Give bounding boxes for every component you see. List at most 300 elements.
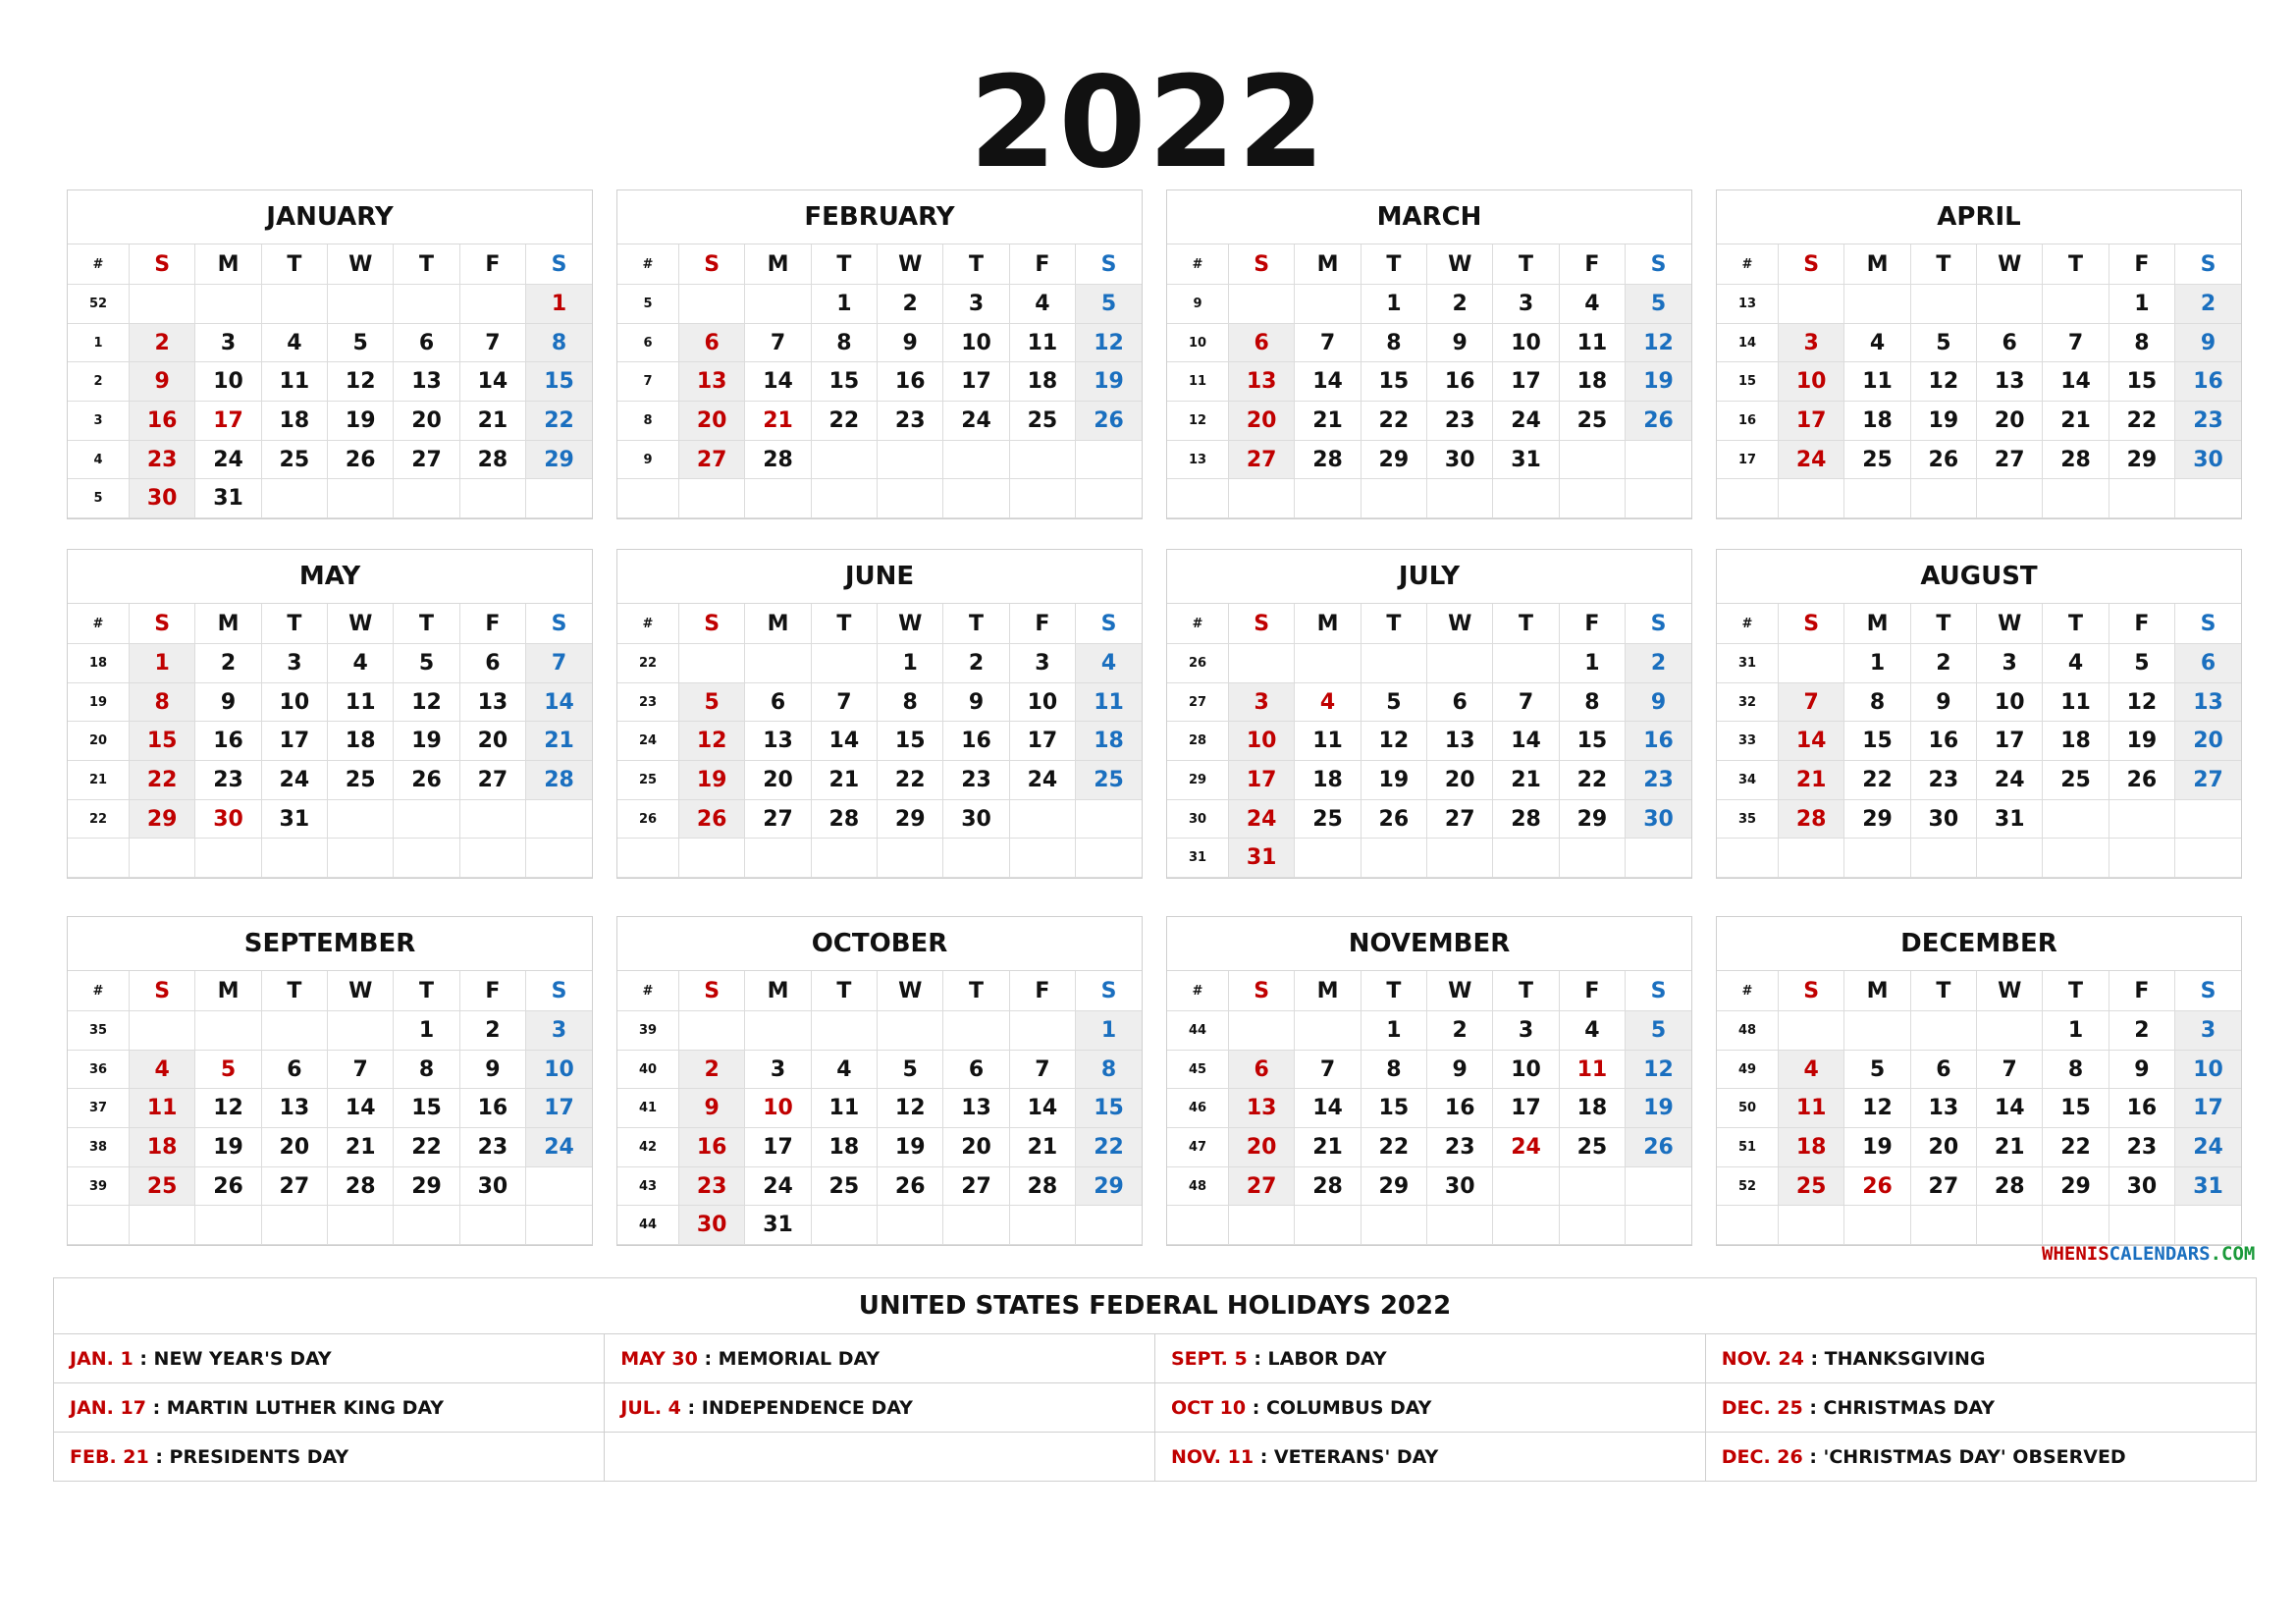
- month-days-table: [1167, 244, 1691, 518]
- week-row: [617, 323, 1142, 362]
- week-number: [68, 839, 130, 878]
- week-number: 19: [68, 682, 130, 722]
- week-number: 8: [617, 402, 679, 441]
- day-cell: 27: [1910, 1166, 1976, 1206]
- day-cell: 22: [526, 402, 592, 441]
- day-cell: 27: [261, 1166, 327, 1206]
- week-row: [1717, 799, 2241, 839]
- month-name: JANUARY: [68, 190, 592, 244]
- empty-day-cell: [130, 839, 195, 878]
- day-cell: 27: [394, 440, 459, 479]
- day-cell: 10: [1009, 682, 1075, 722]
- day-cell: 13: [2175, 682, 2241, 722]
- day-cell: 19: [679, 761, 745, 800]
- weekday-header: S: [1626, 244, 1691, 285]
- day-cell: 16: [2175, 362, 2241, 402]
- empty-day-cell: [1229, 479, 1295, 518]
- week-number: 52: [68, 285, 130, 324]
- week-row: [1717, 839, 2241, 878]
- weekday-header: M: [745, 971, 811, 1011]
- empty-day-cell: [394, 839, 459, 878]
- week-row: [617, 440, 1142, 479]
- week-number: 28: [1167, 722, 1229, 761]
- holiday-name: : NEW YEAR'S DAY: [133, 1347, 332, 1370]
- day-cell: 17: [1493, 1089, 1559, 1128]
- weekday-header: S: [526, 604, 592, 644]
- empty-day-cell: [943, 479, 1009, 518]
- empty-day-cell: [1076, 440, 1142, 479]
- weekday-header: S: [1626, 971, 1691, 1011]
- day-cell: 23: [459, 1128, 525, 1167]
- day-cell: 17: [195, 402, 261, 441]
- empty-day-cell: [811, 644, 877, 683]
- day-cell: 6: [394, 323, 459, 362]
- day-cell: 24: [745, 1166, 811, 1206]
- day-cell: 26: [1076, 402, 1142, 441]
- day-cell: 5: [1076, 285, 1142, 324]
- weekday-header: M: [195, 604, 261, 644]
- empty-day-cell: [261, 839, 327, 878]
- empty-day-cell: [1076, 1206, 1142, 1245]
- month-name: NOVEMBER: [1167, 917, 1691, 971]
- month-name: MAY: [68, 550, 592, 604]
- week-row: [617, 1011, 1142, 1051]
- week-number: 29: [1167, 761, 1229, 800]
- week-row: [1717, 1128, 2241, 1167]
- day-cell: 7: [811, 682, 877, 722]
- empty-day-cell: [1229, 644, 1295, 683]
- day-cell: 22: [1076, 1128, 1142, 1167]
- day-cell: 5: [679, 682, 745, 722]
- day-cell: 8: [2043, 1050, 2109, 1089]
- day-cell: 21: [459, 402, 525, 441]
- weekday-header: S: [2175, 971, 2241, 1011]
- day-cell: 6: [459, 644, 525, 683]
- weekday-header: W: [1427, 971, 1493, 1011]
- day-cell: 26: [2109, 761, 2174, 800]
- day-cell: 21: [1009, 1128, 1075, 1167]
- day-cell: 14: [811, 722, 877, 761]
- empty-day-cell: [526, 839, 592, 878]
- empty-day-cell: [2043, 1206, 2109, 1245]
- week-row: [617, 1128, 1142, 1167]
- day-cell: 4: [1559, 1011, 1625, 1051]
- day-cell: 1: [130, 644, 195, 683]
- day-cell: 16: [195, 722, 261, 761]
- weekday-header-row: [1717, 244, 2241, 285]
- week-number: 35: [1717, 799, 1779, 839]
- week-number: [1717, 839, 1779, 878]
- day-cell: 25: [130, 1166, 195, 1206]
- day-cell: 2: [1626, 644, 1691, 683]
- weekday-header-row: [68, 244, 592, 285]
- week-number: 10: [1167, 323, 1229, 362]
- day-cell: 30: [1427, 1166, 1493, 1206]
- day-cell: 14: [526, 682, 592, 722]
- empty-day-cell: [130, 285, 195, 324]
- day-cell: 12: [328, 362, 394, 402]
- day-cell: 17: [1009, 722, 1075, 761]
- week-row: [617, 1050, 1142, 1089]
- day-cell: 27: [1229, 1166, 1295, 1206]
- week-row: [1167, 440, 1691, 479]
- day-cell: 7: [1295, 323, 1361, 362]
- week-number: 46: [1167, 1089, 1229, 1128]
- day-cell: 11: [1295, 722, 1361, 761]
- weekday-header: S: [679, 971, 745, 1011]
- holiday-entry: [1155, 1433, 1706, 1482]
- weekday-header: W: [878, 971, 943, 1011]
- day-cell: 10: [526, 1050, 592, 1089]
- day-cell: 1: [1844, 644, 1910, 683]
- empty-day-cell: [459, 479, 525, 518]
- day-cell: 11: [1559, 323, 1625, 362]
- day-cell: 13: [745, 722, 811, 761]
- day-cell: 23: [679, 1166, 745, 1206]
- week-number: 27: [1167, 682, 1229, 722]
- weekday-header: T: [2043, 971, 2109, 1011]
- weekday-header-row: [1717, 971, 2241, 1011]
- weekday-header: T: [1493, 244, 1559, 285]
- week-number: 37: [68, 1089, 130, 1128]
- weekday-header: W: [878, 604, 943, 644]
- day-cell: 24: [943, 402, 1009, 441]
- empty-day-cell: [1295, 839, 1361, 878]
- empty-day-cell: [328, 1011, 394, 1051]
- week-row: [68, 479, 592, 518]
- empty-day-cell: [1229, 1206, 1295, 1245]
- empty-day-cell: [2175, 839, 2241, 878]
- day-cell: 8: [394, 1050, 459, 1089]
- day-cell: 4: [1009, 285, 1075, 324]
- week-row: [68, 285, 592, 324]
- weekday-header: S: [679, 604, 745, 644]
- month-days-table: [1167, 971, 1691, 1245]
- day-cell: 26: [1910, 440, 1976, 479]
- empty-day-cell: [745, 1011, 811, 1051]
- month-days-table: [617, 244, 1142, 518]
- holiday-date: DEC. 26: [1721, 1445, 1803, 1468]
- day-cell: 21: [328, 1128, 394, 1167]
- day-cell: 28: [328, 1166, 394, 1206]
- day-cell: 17: [2175, 1089, 2241, 1128]
- brand-part-1: WHENIS: [2042, 1243, 2109, 1265]
- day-cell: 17: [1493, 362, 1559, 402]
- day-cell: 3: [261, 644, 327, 683]
- empty-day-cell: [1626, 479, 1691, 518]
- day-cell: 4: [1559, 285, 1625, 324]
- day-cell: 19: [878, 1128, 943, 1167]
- empty-day-cell: [1493, 479, 1559, 518]
- empty-day-cell: [679, 644, 745, 683]
- day-cell: 26: [1844, 1166, 1910, 1206]
- day-cell: 1: [394, 1011, 459, 1051]
- day-cell: 3: [1009, 644, 1075, 683]
- weekday-header: M: [745, 604, 811, 644]
- week-row: [68, 839, 592, 878]
- weekday-header: M: [195, 244, 261, 285]
- empty-day-cell: [195, 1206, 261, 1245]
- weekday-header: S: [1779, 604, 1844, 644]
- empty-day-cell: [1009, 1011, 1075, 1051]
- week-number-header: #: [1717, 244, 1779, 285]
- day-cell: 30: [943, 799, 1009, 839]
- empty-day-cell: [526, 1206, 592, 1245]
- day-cell: 10: [943, 323, 1009, 362]
- weekday-header: W: [1427, 604, 1493, 644]
- holidays-table: [54, 1334, 2256, 1481]
- day-cell: 9: [1626, 682, 1691, 722]
- weekday-header: T: [1493, 604, 1559, 644]
- empty-day-cell: [943, 1206, 1009, 1245]
- week-number: 26: [617, 799, 679, 839]
- day-cell: 28: [2043, 440, 2109, 479]
- day-cell: 1: [526, 285, 592, 324]
- empty-day-cell: [328, 479, 394, 518]
- week-row: [617, 682, 1142, 722]
- holiday-row: [54, 1334, 2256, 1383]
- empty-day-cell: [459, 285, 525, 324]
- week-row: [617, 722, 1142, 761]
- weekday-header: F: [1559, 604, 1625, 644]
- weekday-header: S: [1076, 971, 1142, 1011]
- week-number: 32: [1717, 682, 1779, 722]
- month-march: [1166, 189, 1692, 519]
- week-row: [617, 644, 1142, 683]
- empty-day-cell: [1977, 285, 2043, 324]
- holiday-name: : INDEPENDENCE DAY: [680, 1396, 913, 1419]
- week-row: [68, 362, 592, 402]
- weekday-header-row: [68, 604, 592, 644]
- week-row: [617, 402, 1142, 441]
- week-number: 21: [68, 761, 130, 800]
- empty-day-cell: [1779, 1011, 1844, 1051]
- holiday-name: : MARTIN LUTHER KING DAY: [145, 1396, 444, 1419]
- day-cell: 7: [2043, 323, 2109, 362]
- day-cell: 18: [1076, 722, 1142, 761]
- empty-day-cell: [1844, 839, 1910, 878]
- day-cell: 22: [1559, 761, 1625, 800]
- week-row: [1167, 402, 1691, 441]
- weekday-header: T: [1361, 604, 1426, 644]
- day-cell: 26: [328, 440, 394, 479]
- day-cell: 27: [745, 799, 811, 839]
- day-cell: 23: [878, 402, 943, 441]
- day-cell: 12: [679, 722, 745, 761]
- weekday-header: T: [943, 244, 1009, 285]
- weekday-header: W: [1977, 244, 2043, 285]
- day-cell: 3: [1493, 1011, 1559, 1051]
- empty-day-cell: [811, 440, 877, 479]
- empty-day-cell: [745, 839, 811, 878]
- empty-day-cell: [1427, 1206, 1493, 1245]
- weekday-header: S: [1779, 971, 1844, 1011]
- empty-day-cell: [261, 479, 327, 518]
- weekday-header: T: [811, 244, 877, 285]
- weekday-header: T: [811, 971, 877, 1011]
- day-cell: 11: [1844, 362, 1910, 402]
- day-cell: 7: [459, 323, 525, 362]
- empty-day-cell: [261, 285, 327, 324]
- day-cell: 17: [943, 362, 1009, 402]
- weekday-header: T: [943, 971, 1009, 1011]
- day-cell: 24: [526, 1128, 592, 1167]
- day-cell: 22: [1844, 761, 1910, 800]
- month-july: [1166, 549, 1692, 879]
- day-cell: 13: [1977, 362, 2043, 402]
- day-cell: 19: [2109, 722, 2174, 761]
- week-row: [1717, 682, 2241, 722]
- empty-day-cell: [2175, 799, 2241, 839]
- day-cell: 3: [1229, 682, 1295, 722]
- week-row: [1717, 722, 2241, 761]
- day-cell: 23: [1910, 761, 1976, 800]
- day-cell: 5: [878, 1050, 943, 1089]
- day-cell: 28: [1977, 1166, 2043, 1206]
- week-row: [617, 285, 1142, 324]
- day-cell: 15: [811, 362, 877, 402]
- week-row: [68, 1050, 592, 1089]
- empty-day-cell: [943, 1011, 1009, 1051]
- empty-day-cell: [1493, 1206, 1559, 1245]
- weekday-header: S: [130, 604, 195, 644]
- day-cell: 10: [1229, 722, 1295, 761]
- day-cell: 3: [745, 1050, 811, 1089]
- week-row: [1717, 1206, 2241, 1245]
- day-cell: 9: [459, 1050, 525, 1089]
- empty-day-cell: [1295, 1206, 1361, 1245]
- empty-day-cell: [394, 479, 459, 518]
- day-cell: 29: [878, 799, 943, 839]
- day-cell: 5: [1361, 682, 1426, 722]
- weekday-header: T: [1361, 971, 1426, 1011]
- day-cell: 28: [811, 799, 877, 839]
- day-cell: 27: [1427, 799, 1493, 839]
- empty-day-cell: [261, 1011, 327, 1051]
- week-row: [68, 1128, 592, 1167]
- week-row: [1717, 1050, 2241, 1089]
- day-cell: 21: [745, 402, 811, 441]
- day-cell: 31: [261, 799, 327, 839]
- month-days-table: [1167, 604, 1691, 878]
- week-row: [1167, 1206, 1691, 1245]
- weekday-header: T: [2043, 244, 2109, 285]
- week-row: [617, 479, 1142, 518]
- day-cell: 26: [1361, 799, 1426, 839]
- day-cell: 8: [526, 323, 592, 362]
- weekday-header: M: [1844, 244, 1910, 285]
- empty-day-cell: [745, 285, 811, 324]
- empty-day-cell: [1779, 644, 1844, 683]
- holiday-entry: [1705, 1383, 2256, 1433]
- holiday-entry: [605, 1383, 1155, 1433]
- week-row: [1167, 479, 1691, 518]
- day-cell: 1: [1361, 1011, 1426, 1051]
- week-number: 48: [1167, 1166, 1229, 1206]
- day-cell: 21: [2043, 402, 2109, 441]
- weekday-header: M: [1844, 971, 1910, 1011]
- day-cell: 20: [679, 402, 745, 441]
- day-cell: 22: [130, 761, 195, 800]
- holiday-row: [54, 1383, 2256, 1433]
- week-number: 7: [617, 362, 679, 402]
- day-cell: 19: [1844, 1128, 1910, 1167]
- day-cell: 29: [1361, 440, 1426, 479]
- day-cell: 29: [1076, 1166, 1142, 1206]
- day-cell: 31: [745, 1206, 811, 1245]
- empty-day-cell: [943, 440, 1009, 479]
- weekday-header: M: [195, 971, 261, 1011]
- weekday-header: S: [130, 244, 195, 285]
- day-cell: 15: [1559, 722, 1625, 761]
- day-cell: 21: [1493, 761, 1559, 800]
- year-title: 2022: [969, 50, 1327, 196]
- empty-day-cell: [1977, 839, 2043, 878]
- day-cell: 15: [2109, 362, 2174, 402]
- month-days-table: [68, 604, 592, 878]
- day-cell: 12: [195, 1089, 261, 1128]
- empty-day-cell: [526, 479, 592, 518]
- empty-day-cell: [2043, 479, 2109, 518]
- day-cell: 18: [2043, 722, 2109, 761]
- weekday-header: T: [394, 971, 459, 1011]
- day-cell: 9: [2175, 323, 2241, 362]
- week-row: [68, 722, 592, 761]
- day-cell: 3: [1779, 323, 1844, 362]
- empty-day-cell: [1844, 285, 1910, 324]
- day-cell: 15: [1361, 362, 1426, 402]
- empty-day-cell: [679, 285, 745, 324]
- day-cell: 31: [2175, 1166, 2241, 1206]
- day-cell: 17: [261, 722, 327, 761]
- empty-day-cell: [878, 839, 943, 878]
- week-number: 11: [1167, 362, 1229, 402]
- empty-day-cell: [459, 799, 525, 839]
- day-cell: 25: [261, 440, 327, 479]
- day-cell: 28: [1493, 799, 1559, 839]
- brand-part-3: .COM: [2210, 1243, 2256, 1265]
- day-cell: 30: [459, 1166, 525, 1206]
- week-number: 41: [617, 1089, 679, 1128]
- day-cell: 19: [328, 402, 394, 441]
- empty-day-cell: [1844, 479, 1910, 518]
- day-cell: 4: [811, 1050, 877, 1089]
- day-cell: 8: [1361, 1050, 1426, 1089]
- empty-day-cell: [328, 285, 394, 324]
- week-row: [68, 1166, 592, 1206]
- month-january: [67, 189, 593, 519]
- weekday-header-row: [1167, 604, 1691, 644]
- week-number: [1167, 1206, 1229, 1245]
- day-cell: 24: [1493, 1128, 1559, 1167]
- day-cell: 5: [1910, 323, 1976, 362]
- month-august: [1716, 549, 2242, 879]
- day-cell: 20: [1910, 1128, 1976, 1167]
- empty-day-cell: [811, 1011, 877, 1051]
- day-cell: 8: [878, 682, 943, 722]
- day-cell: 27: [1229, 440, 1295, 479]
- weekday-header: M: [1295, 244, 1361, 285]
- day-cell: 7: [1977, 1050, 2043, 1089]
- week-row: [1717, 1166, 2241, 1206]
- day-cell: 18: [261, 402, 327, 441]
- week-number: 39: [617, 1011, 679, 1051]
- day-cell: 28: [1295, 440, 1361, 479]
- empty-day-cell: [2043, 799, 2109, 839]
- empty-day-cell: [1779, 1206, 1844, 1245]
- day-cell: 1: [2109, 285, 2174, 324]
- week-row: [617, 1206, 1142, 1245]
